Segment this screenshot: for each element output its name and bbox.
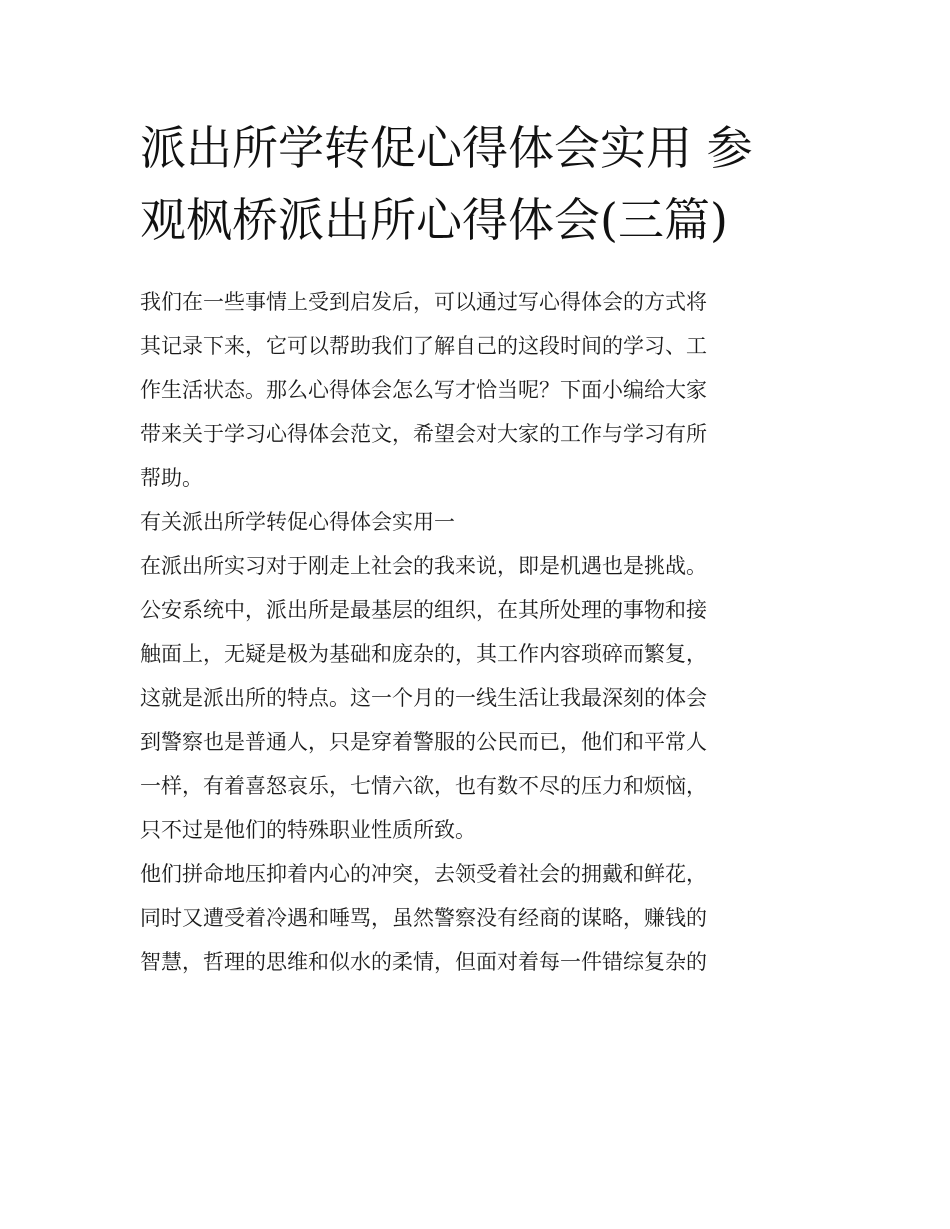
text-line: 其记录下来，它可以帮助我们了解自己的这段时间的学习、工: [140, 334, 707, 358]
text-line: 同时又遭受着冷遇和唾骂，虽然警察没有经商的谋略，赚钱的: [140, 906, 707, 930]
text-line: 智慧，哲理的思维和似水的柔情，但面对着每一件错综复杂的: [140, 950, 707, 974]
title-line: 观枫桥派出所心得体会(三篇): [140, 193, 728, 247]
intro-paragraph: [140, 280, 812, 500]
text-line: 触面上，无疑是极为基础和庞杂的，其工作内容琐碎而繁复，: [140, 642, 707, 666]
text-line: 到警察也是普通人，只是穿着警服的公民而已，他们和平常人: [140, 730, 707, 754]
text-line: 帮助。: [140, 466, 203, 490]
text-line: 有关派出所学转促心得体会实用一: [140, 510, 455, 534]
text-line: 公安系统中，派出所是最基层的组织，在其所处理的事物和接: [140, 598, 707, 622]
text-line: 他们拼命地压抑着内心的冲突，去领受着社会的拥戴和鲜花，: [140, 862, 707, 886]
body-paragraph-2: [140, 852, 812, 984]
text-line: 我们在一些事情上受到启发后，可以通过写心得体会的方式将: [140, 290, 707, 314]
document-title: [140, 112, 820, 256]
text-line: 只不过是他们的特殊职业性质所致。: [140, 818, 476, 842]
text-line: 作生活状态。那么心得体会怎么写才恰当呢？下面小编给大家: [140, 378, 707, 402]
text-line: 一样，有着喜怒哀乐，七情六欲，也有数不尽的压力和烦恼，: [140, 774, 707, 798]
body-paragraph-1: [140, 544, 812, 852]
section-heading: [140, 500, 812, 544]
text-line: 带来关于学习心得体会范文，希望会对大家的工作与学习有所: [140, 422, 707, 446]
document-body: [140, 280, 812, 984]
text-line: 这就是派出所的特点。这一个月的一线生活让我最深刻的体会: [140, 686, 707, 710]
title-line: 派出所学转促心得体会实用 参: [140, 121, 753, 175]
text-line: 在派出所实习对于刚走上社会的我来说，即是机遇也是挑战。: [140, 554, 707, 578]
